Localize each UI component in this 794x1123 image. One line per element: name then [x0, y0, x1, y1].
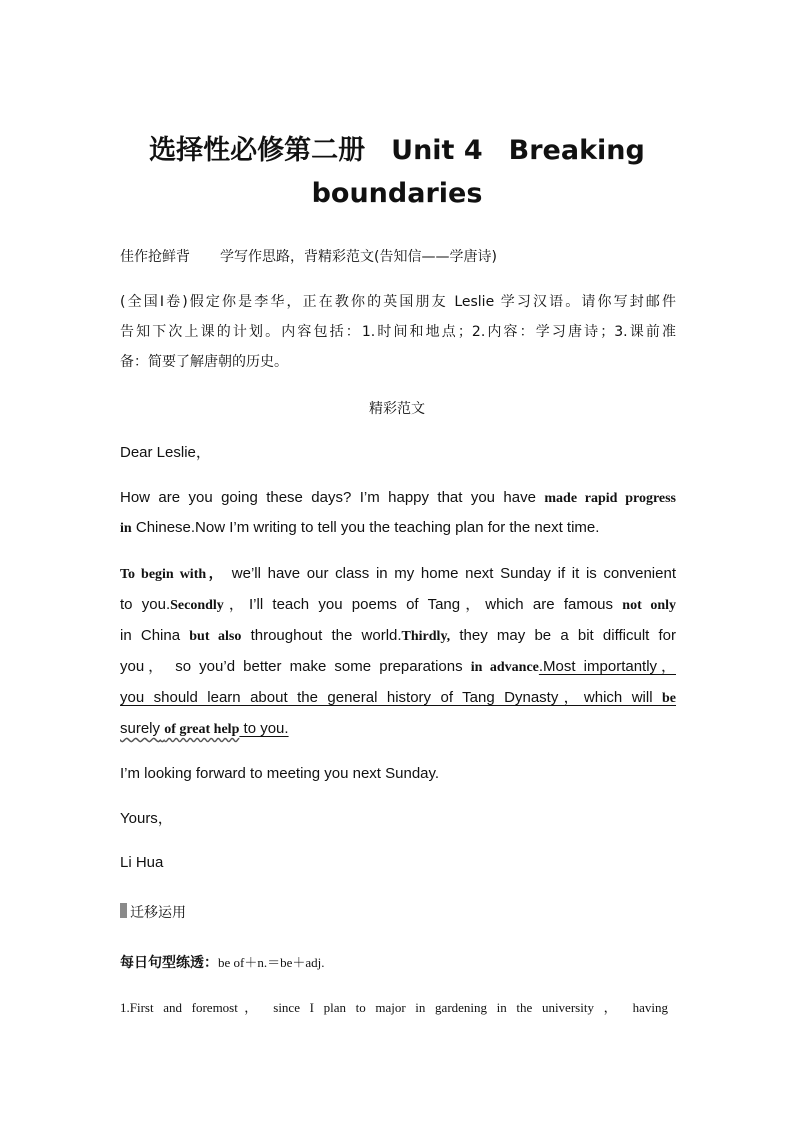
essay-signoff: Yours，: [120, 810, 173, 827]
text-run: Chinese.Now I’m writing to tell you the teaching plan for the next time.: [131, 519, 600, 536]
key-phrase: not only: [622, 598, 677, 613]
essay-paragraph-2-line-3: [120, 626, 676, 647]
transfer-label: 迁移运用: [130, 905, 186, 921]
underlined-sentence: you should learn about the general history of Tang Dynasty，which will: [120, 689, 662, 706]
text-run: ，I’ll teach you poems of Tang，which are famous: [223, 596, 623, 613]
essay-paragraph-2-line-1: [120, 564, 676, 585]
key-phrase: Secondly: [170, 598, 224, 613]
underlined-sentence: to you.: [239, 720, 289, 737]
exercise-line-1: 1.First and foremost， since I plan to major in gardening in the university ， having: [120, 1000, 668, 1015]
pattern-label: 每日句型练透：: [120, 955, 218, 971]
text-run: throughout the world.: [241, 627, 402, 644]
key-phrase: of great help: [164, 722, 240, 737]
essay-paragraph-2-line-6: [120, 719, 676, 740]
prompt-line-1: (全国Ⅰ卷)假定你是李华，正在教你的英国朋友 Leslie 学习汉语。请你写封邮件: [120, 294, 676, 310]
section-header: [120, 247, 676, 267]
essay-paragraph-2-line-2: [120, 595, 676, 616]
prompt-line-3: 备：简要了解唐朝的历史。: [120, 354, 288, 370]
essay-greeting: Dear Leslie，: [120, 444, 211, 461]
section-description: 学写作思路，背精彩范文(告知信——学唐诗): [220, 249, 497, 265]
title-chinese: 选择性必修第二册: [149, 135, 366, 166]
text-run: How are you going these days? I’m happy that you have: [120, 489, 545, 506]
essay-paragraph-1-line-1: [120, 488, 676, 509]
text-run: they may be a bit difficult for: [450, 627, 677, 644]
text-run: to you.: [120, 596, 171, 613]
page-title-line-2: [0, 178, 794, 209]
key-phrase: made rapid progress: [544, 491, 677, 506]
title-word-boundaries: boundaries: [311, 178, 483, 209]
essay-signature: Li Hua: [120, 854, 164, 871]
key-phrase: in advance: [470, 660, 539, 675]
section-marker-icon: [120, 903, 127, 918]
prompt-line-2: 告知下次上课的计划。内容包括：1.时间和地点；2.内容：学习唐诗；3.课前准: [120, 324, 676, 340]
title-word-breaking: Breaking: [508, 135, 645, 166]
essay-heading: 精彩范文: [369, 401, 425, 417]
pattern-heading: [120, 953, 676, 973]
text-run: in China: [120, 627, 190, 644]
text-run: we’ll have our class in my home next Sunday if it is convenient: [225, 565, 676, 582]
page-title: [0, 128, 794, 167]
transfer-section-header: [120, 903, 676, 923]
pattern-formula: be of＋n.＝be＋adj.: [218, 955, 325, 970]
key-phrase: To begin with，: [120, 567, 226, 582]
underlined-sentence: .Most importantly，: [538, 658, 676, 675]
key-phrase: but also: [189, 629, 242, 644]
key-phrase: be: [662, 691, 676, 706]
key-phrase: in: [120, 521, 132, 536]
section-label: 佳作抢鲜背: [120, 249, 190, 265]
essay-paragraph-2-line-4: [120, 657, 676, 678]
title-unit: Unit 4: [391, 135, 483, 166]
underlined-sentence: surely: [120, 720, 161, 737]
text-run: you， so you’d better make some preparations: [120, 658, 471, 675]
essay-paragraph-2-line-5: [120, 688, 676, 709]
essay-closing: I’m looking forward to meeting you next Sunday.: [120, 765, 440, 782]
key-phrase: Thirdly,: [401, 629, 451, 644]
essay-paragraph-1-line-2: [120, 518, 676, 539]
